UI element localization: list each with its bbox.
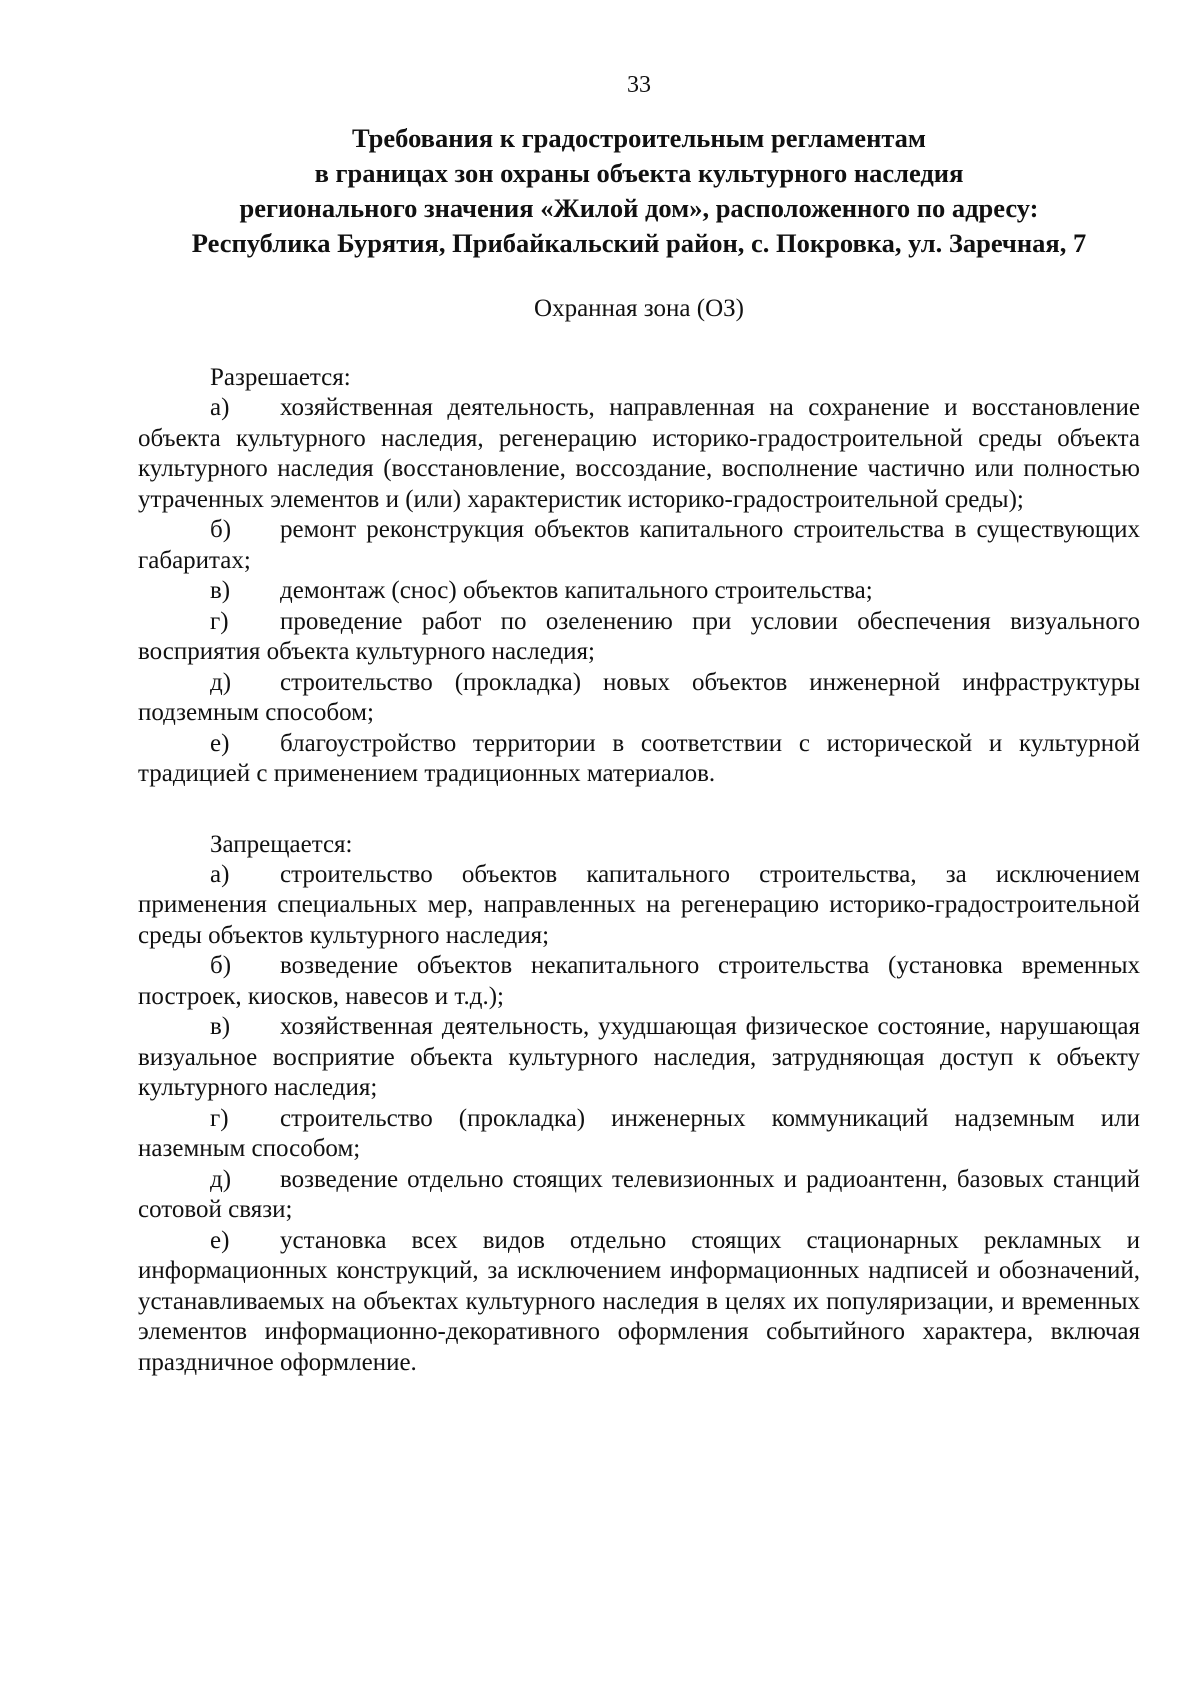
forbidden-section xyxy=(138,830,1140,1379)
item-text: хозяйственная деятельность, направленная на сохранение и восстановление объекта культурного наследия, регенерацию историко-градостроительной среды объекта культурного наследия (восстановление, воссоздание, восполнение частично или полностью утраченных элементов и (или) характеристик историко-градостроительной среды); xyxy=(138,394,1140,513)
list-item xyxy=(138,668,1140,729)
list-item xyxy=(138,515,1140,576)
title-line: в границах зон охраны объекта культурного наследия xyxy=(314,158,964,188)
section-gap xyxy=(138,790,1140,830)
item-text: благоустройство территории в соответствии с исторической и культурной традицией с применением традиционных материалов. xyxy=(138,729,1140,787)
title-line: регионального значения «Жилой дом», расположенного по адресу: xyxy=(239,193,1039,223)
title-line: Республика Бурятия, Прибайкальский район, с. Покровка, ул. Заречная, 7 xyxy=(191,228,1087,258)
allowed-heading: Разрешается: xyxy=(210,364,351,391)
item-text: возведение отдельно стоящих телевизионных и радиоантенн, базовых станций сотовой связи; xyxy=(138,1165,1140,1223)
item-marker: е) xyxy=(210,1226,230,1254)
list-item xyxy=(138,951,1140,1012)
list-item xyxy=(138,1012,1140,1104)
item-marker: в) xyxy=(210,1013,231,1040)
item-text: возведение объектов некапитального строительства (установка временных построек, киосков, навесов и т.д.); xyxy=(138,952,1140,1010)
allowed-section xyxy=(138,363,1140,790)
item-text: ремонт реконструкция объектов капитального строительства в существующих габаритах; xyxy=(138,516,1140,574)
forbidden-heading: Запрещается: xyxy=(210,830,353,858)
list-item xyxy=(138,1104,1140,1165)
item-marker: а) xyxy=(210,860,230,888)
list-item xyxy=(138,576,1140,607)
item-marker: в) xyxy=(210,577,231,604)
item-marker: г) xyxy=(210,1104,229,1132)
list-item xyxy=(138,860,1140,952)
list-item xyxy=(138,393,1140,515)
item-text: установка всех видов отдельно стоящих стационарных рекламных и информационных конструкций, за исключением информационных надписей и обозначений, устанавливаемых на объектах культурного наследия в целях их популяризации, и временных элементов информационно-декоративного оформления событийного характера, включая праздничное оформление. xyxy=(138,1226,1140,1376)
item-marker: е) xyxy=(210,729,230,757)
document-title xyxy=(138,121,1140,261)
item-marker: а) xyxy=(210,394,230,421)
item-marker: д) xyxy=(210,1165,232,1193)
list-item xyxy=(138,1226,1140,1379)
list-item xyxy=(138,1165,1140,1226)
list-item xyxy=(138,607,1140,668)
item-marker: б) xyxy=(210,516,232,543)
zone-title: Охранная зона (ОЗ) xyxy=(534,295,744,322)
list-item xyxy=(138,729,1140,790)
item-text: строительство (прокладка) инженерных коммуникаций надземным или наземным способом; xyxy=(138,1104,1140,1162)
item-marker: д) xyxy=(210,668,232,696)
title-line: Требования к градостроительным регламентам xyxy=(352,123,926,153)
page-number: 33 xyxy=(627,72,651,98)
item-text: строительство объектов капитального строительства, за исключением применения специальных мер, направленных на регенерацию историко-градостроительной среды объектов культурного наследия; xyxy=(138,860,1140,949)
item-text: хозяйственная деятельность, ухудшающая физическое состояние, нарушающая визуальное восприятие объекта культурного наследия, затрудняющая доступ к объекту культурного наследия; xyxy=(138,1013,1140,1101)
item-marker: б) xyxy=(210,952,232,979)
item-text: проведение работ по озеленению при условии обеспечения визуального восприятия объекта культурного наследия; xyxy=(138,607,1140,665)
item-text: демонтаж (снос) объектов капитального строительства; xyxy=(280,577,873,604)
item-text: строительство (прокладка) новых объектов инженерной инфраструктуры подземным способом; xyxy=(138,668,1140,726)
item-marker: г) xyxy=(210,607,229,635)
